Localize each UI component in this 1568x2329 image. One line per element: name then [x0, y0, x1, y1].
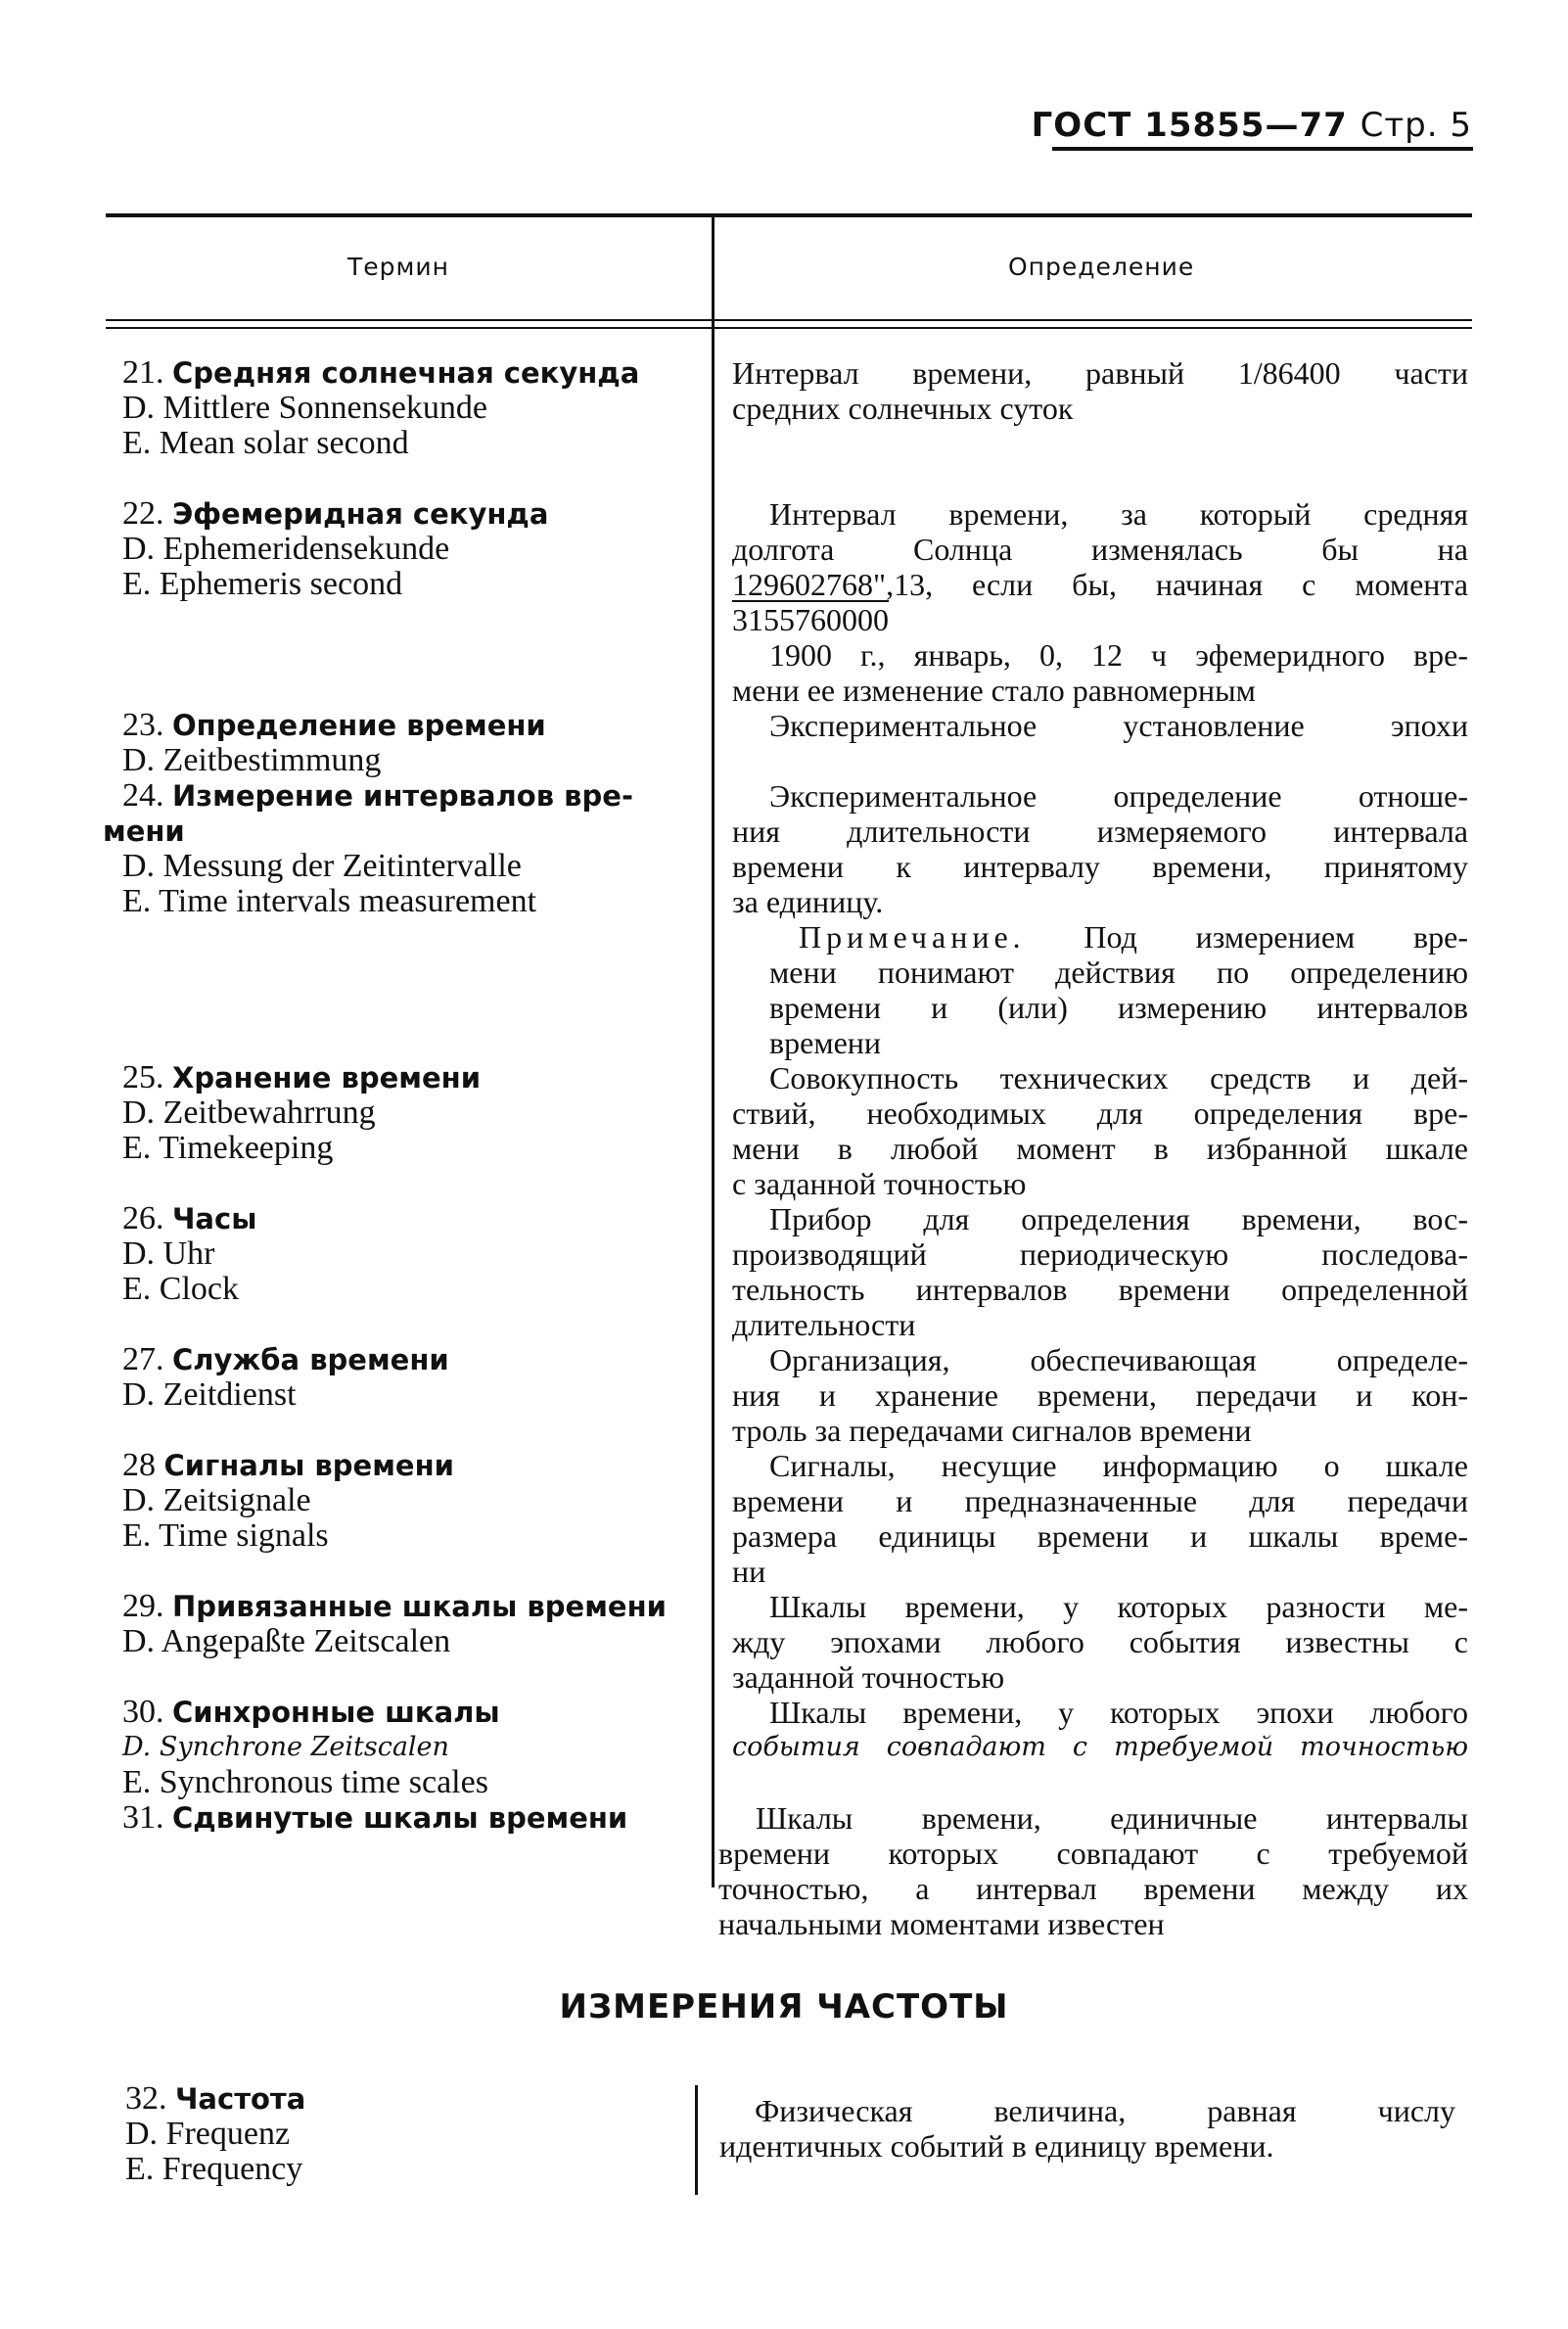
- header-rule-2: [106, 327, 1472, 329]
- term-22: 22. Эфемеридная секунда D. Ephemeridensekunde E. Ephemeris second: [122, 495, 549, 602]
- column-header-term: Термин: [347, 253, 449, 281]
- frequency-column-divider: [695, 2085, 698, 2195]
- standard-number: ГОСТ 15855—77: [1031, 106, 1348, 145]
- definition-25: Совокупность технических средств и дей- ствий, необходимых для определения вре- мени в любой момент в избранной шкале с заданной точностью: [732, 1060, 1468, 1201]
- page-header: [1032, 106, 1472, 145]
- term-25: 25. Хранение времени D. Zeitbewahrrung E. Timekeeping: [122, 1059, 482, 1166]
- term-26: 26. Часы D. Uhr E. Clock: [122, 1200, 257, 1307]
- definition-21: Интервал времени, равный 1/86400 части средних солнечных суток: [732, 355, 1468, 426]
- definition-22: Интервал времени, за который средняя долгота Солнца изменялась бы на 129602768",13, если бы, начиная с момента 3155760000 1900 г., январь, 0, 12 ч эфемеридного вре- мени ее изменение стало равномерным: [732, 496, 1468, 708]
- definition-31: Шкалы времени, единичные интервалы времени которых совпадают с требуемой точностью, а интервал времени между их начальными моментами известен: [718, 1800, 1468, 1941]
- definitions-column: [718, 355, 1468, 1941]
- header-underline: [1052, 147, 1473, 151]
- term-24: 24. Измерение интервалов вре- мени D. Messung der Zeitintervalle E. Time intervals measurement: [103, 777, 633, 919]
- term-30: 30. Синхронные шкалы D. Synchrone Zeitscalen E. Synchronous time scales: [122, 1694, 500, 1800]
- definition-30: Шкалы времени, у которых эпохи любого события совпадают с требуемой точностью: [732, 1695, 1468, 1762]
- term-32: 32. Частота D. Frequenz E. Frequency: [125, 2080, 306, 2187]
- column-divider: [712, 213, 715, 1887]
- term-31: 31. Сдвинутые шкалы времени: [122, 1799, 628, 1836]
- definition-23: Экспериментальное установление эпохи: [769, 708, 1468, 743]
- definition-28: Сигналы, несущие информацию о шкале времени и предназначенные для передачи размера единицы времени и шкалы време- ни: [732, 1448, 1468, 1589]
- term-28: 28 Сигналы времени D. Zeitsignale E. Time signals: [122, 1447, 454, 1554]
- term-21: 21. Средняя солнечная секунда D. Mittlere Sonnensekunde E. Mean solar second: [122, 354, 640, 461]
- terms-column: [103, 354, 690, 1836]
- definition-24: Экспериментальное определение отноше- ния длительности измеряемого интервала времени к интервалу времени, принятому за единицу. Примечание. Под измерением вре- мени понимают действия по определению времени и (или) измерению интервалов времени: [732, 778, 1468, 1060]
- column-header-definition: Определение: [1008, 253, 1195, 281]
- definition-26: Прибор для определения времени, вос- производящий периодическую последова- тельность интервалов времени определенной длительности: [732, 1201, 1468, 1342]
- table-top-rule: [106, 213, 1472, 217]
- section-title: ИЗМЕРЕНИЯ ЧАСТОТЫ: [559, 1987, 1009, 2026]
- term-23: 23. Определение времени D. Zeitbestimmung: [122, 707, 546, 778]
- definition-27: Организация, обеспечивающая определе- ния и хранение времени, передачи и кон- троль за передачами сигналов времени: [732, 1342, 1468, 1448]
- definition-29: Шкалы времени, у которых разности ме- жду эпохами любого события известны с заданной точностью: [732, 1589, 1468, 1695]
- term-29: 29. Привязанные шкалы времени D. Angepaßte Zeitscalen: [122, 1588, 667, 1659]
- page-number: Стр. 5: [1360, 106, 1472, 145]
- term-27: 27. Служба времени D. Zeitdienst: [122, 1341, 449, 1413]
- header-rule-1: [106, 319, 1472, 321]
- definition-32: Физическая величина, равная числу идентичных событий в единицу времени.: [719, 2093, 1455, 2164]
